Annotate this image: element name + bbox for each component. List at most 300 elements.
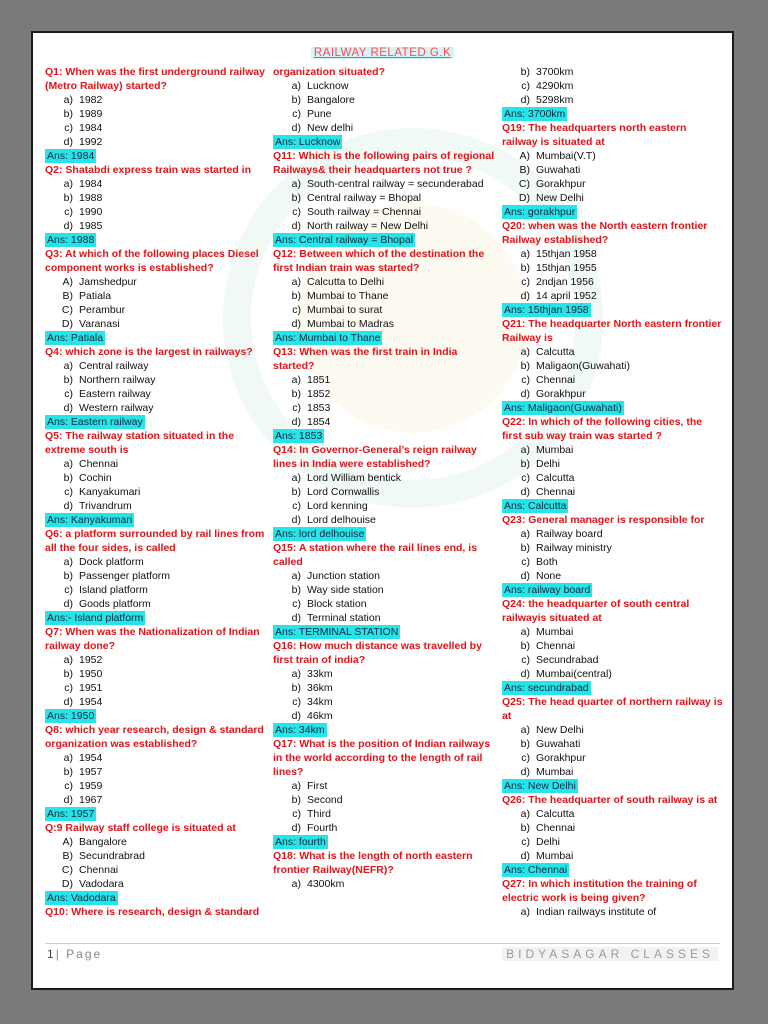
option-item: [45, 205, 267, 219]
option-item: [273, 205, 495, 219]
option-letter: a): [520, 808, 530, 820]
option-letter: b): [520, 66, 530, 78]
option-item: [273, 401, 495, 415]
option-item: [502, 387, 724, 401]
option-text: Chennai: [536, 640, 576, 652]
option-item: [45, 835, 267, 849]
option-item: [502, 457, 724, 471]
option-text: 1967: [79, 794, 103, 806]
option-item: [273, 667, 495, 681]
option-letter: b): [291, 388, 301, 400]
option-letter: b): [63, 192, 73, 204]
option-item: [273, 471, 495, 485]
option-text: 1988: [79, 192, 103, 204]
question-text: Q4: which zone is the largest in railways?: [45, 346, 253, 358]
option-text: 1957: [79, 766, 103, 778]
option-item: [502, 247, 724, 261]
option-letter: d): [291, 318, 301, 330]
option-text: Cochin: [79, 472, 112, 484]
option-text: 1984: [79, 122, 103, 134]
option-text: Passenger platform: [79, 570, 171, 582]
option-text: Mumbai(V.T): [536, 150, 596, 162]
option-text: Central railway: [79, 360, 149, 372]
option-letter: c): [292, 808, 301, 820]
option-letter: a): [63, 178, 73, 190]
option-item: [45, 401, 267, 415]
answer-highlight: Ans: 1950: [47, 710, 95, 722]
question-text: Q12: Between which of the destination the first Indian train was started?: [273, 248, 485, 274]
option-letter: b): [520, 822, 530, 834]
option-item: [273, 289, 495, 303]
option-text: Fourth: [307, 822, 338, 834]
option-text: Mumbai: [536, 850, 574, 862]
option-letter: d): [520, 766, 530, 778]
option-letter: d): [63, 136, 73, 148]
option-item: [502, 177, 724, 191]
option-letter: d): [63, 598, 73, 610]
question-text: Q27: In which institution the training of electric work is being given?: [502, 878, 697, 904]
page-title: RAILWAY RELATED G.K: [33, 46, 732, 60]
option-letter: b): [520, 360, 530, 372]
option-letter: b): [291, 794, 301, 806]
option-item: [273, 681, 495, 695]
option-text: 1853: [307, 402, 331, 414]
option-item: [45, 457, 267, 471]
option-letter: c): [292, 402, 301, 414]
question-text: organization situated?: [273, 66, 386, 78]
option-text: 1985: [79, 220, 103, 232]
option-letter: B): [62, 290, 73, 302]
option-item: [45, 499, 267, 513]
option-letter: b): [63, 472, 73, 484]
option-letter: d): [291, 220, 301, 232]
option-item: [502, 289, 724, 303]
option-item: [45, 793, 267, 807]
question-text: Q21: The headquarter North eastern frontier Railway is: [502, 318, 722, 344]
option-letter: b): [520, 262, 530, 274]
option-text: Indian railways institute of: [536, 906, 657, 918]
option-item: [45, 681, 267, 695]
option-letter: d): [520, 850, 530, 862]
question-text: Q23: General manager is responsible for: [502, 514, 705, 526]
option-item: [502, 471, 724, 485]
option-text: Lord delhouise: [307, 514, 376, 526]
option-text: Chennai: [536, 374, 576, 386]
option-letter: a): [291, 178, 301, 190]
option-letter: a): [520, 444, 530, 456]
option-text: Eastern railway: [79, 388, 151, 400]
option-item: [45, 569, 267, 583]
option-text: Kanyakumari: [79, 486, 141, 498]
option-item: [45, 765, 267, 779]
option-letter: c): [64, 780, 73, 792]
option-item: [45, 135, 267, 149]
answer-highlight: Ans: secundrabad: [504, 682, 589, 694]
option-item: [45, 373, 267, 387]
option-item: [273, 821, 495, 835]
option-text: Block station: [307, 598, 367, 610]
option-item: [45, 275, 267, 289]
option-text: 2ndjan 1956: [536, 276, 594, 288]
option-letter: c): [64, 206, 73, 218]
option-letter: c): [521, 752, 530, 764]
option-item: [502, 541, 724, 555]
option-text: None: [536, 570, 562, 582]
option-item: [502, 639, 724, 653]
option-letter: a): [520, 248, 530, 260]
option-letter: a): [520, 528, 530, 540]
option-text: 1954: [79, 696, 103, 708]
option-text: 1952: [79, 654, 103, 666]
option-item: [273, 499, 495, 513]
option-text: Second: [307, 794, 343, 806]
option-letter: d): [63, 500, 73, 512]
column-1: [45, 65, 267, 919]
option-item: [273, 793, 495, 807]
option-item: [273, 177, 495, 191]
option-item: [45, 219, 267, 233]
option-item: [45, 555, 267, 569]
option-letter: C): [61, 864, 73, 876]
question-text: Q6: a platform surrounded by rail lines from all the four sides, is called: [45, 528, 265, 554]
option-text: Calcutta: [536, 346, 575, 358]
option-letter: d): [291, 122, 301, 134]
option-letter: b): [520, 738, 530, 750]
option-text: Guwahati: [536, 738, 581, 750]
option-item: [502, 667, 724, 681]
option-text: 15thjan 1955: [536, 262, 597, 274]
option-text: 33km: [307, 668, 333, 680]
option-item: [502, 849, 724, 863]
answer-highlight: Ans: 34km: [275, 724, 325, 736]
option-item: [502, 149, 724, 163]
option-text: Railway board: [536, 528, 603, 540]
answer-highlight: Ans: lord delhouise: [275, 528, 365, 540]
question-text: Q17: What is the position of Indian railways in the world according to the length of rail lines?: [273, 738, 491, 778]
option-item: [273, 121, 495, 135]
option-item: [273, 695, 495, 709]
option-letter: D): [61, 878, 73, 890]
question-text: Q10: Where is research, design & standard: [45, 906, 260, 918]
option-item: [45, 751, 267, 765]
option-text: Calcutta to Delhi: [307, 276, 385, 288]
option-letter: d): [291, 416, 301, 428]
option-item: [45, 863, 267, 877]
option-text: Dock platform: [79, 556, 144, 568]
option-item: [45, 121, 267, 135]
option-item: [273, 107, 495, 121]
option-letter: a): [291, 472, 301, 484]
option-text: 1990: [79, 206, 103, 218]
option-item: [273, 317, 495, 331]
option-text: Northern railway: [79, 374, 156, 386]
option-text: Guwahati: [536, 164, 581, 176]
option-text: 15thjan 1958: [536, 248, 597, 260]
option-text: Mumbai to surat: [307, 304, 383, 316]
question-text: Q19: The headquarters north eastern railway is situated at: [502, 122, 687, 148]
option-text: Varanasi: [79, 318, 120, 330]
option-item: [502, 261, 724, 275]
option-item: [273, 779, 495, 793]
option-item: [45, 107, 267, 121]
answer-highlight: Ans: 1984: [47, 150, 95, 162]
option-letter: a): [63, 654, 73, 666]
option-text: North railway = New Delhi: [307, 220, 429, 232]
option-item: [502, 555, 724, 569]
option-text: Lucknow: [307, 80, 349, 92]
answer-highlight: Ans: fourth: [275, 836, 326, 848]
option-letter: d): [291, 514, 301, 526]
option-letter: d): [520, 570, 530, 582]
option-item: [273, 513, 495, 527]
option-text: Delhi: [536, 458, 560, 470]
option-item: [273, 275, 495, 289]
option-letter: A): [519, 150, 530, 162]
option-item: [502, 527, 724, 541]
answer-highlight: Ans: New Delhi: [504, 780, 576, 792]
option-letter: b): [291, 486, 301, 498]
option-item: [273, 807, 495, 821]
option-letter: A): [62, 836, 73, 848]
option-item: [273, 597, 495, 611]
option-text: Chennai: [536, 486, 576, 498]
option-letter: a): [291, 668, 301, 680]
option-text: Calcutta: [536, 808, 575, 820]
option-text: 1982: [79, 94, 103, 106]
option-letter: c): [292, 598, 301, 610]
option-text: Mumbai: [536, 766, 574, 778]
option-text: Island platform: [79, 584, 148, 596]
answer-highlight: Ans: gorakhpur: [504, 206, 576, 218]
option-text: Lord William bentick: [307, 472, 401, 484]
option-item: [45, 177, 267, 191]
option-item: [502, 275, 724, 289]
option-item: [273, 569, 495, 583]
option-item: [45, 317, 267, 331]
option-letter: c): [64, 682, 73, 694]
option-text: 1989: [79, 108, 103, 120]
option-text: Third: [307, 808, 331, 820]
option-text: Maligaon(Guwahati): [536, 360, 630, 372]
option-item: [45, 597, 267, 611]
option-text: Bangalore: [79, 836, 127, 848]
answer-highlight: Ans: Calcutta: [504, 500, 567, 512]
option-item: [502, 569, 724, 583]
option-item: [502, 737, 724, 751]
option-letter: a): [63, 556, 73, 568]
option-item: [502, 765, 724, 779]
footer-brand: BIDYASAGAR CLASSES: [502, 947, 718, 961]
option-item: [45, 359, 267, 373]
page-footer: [45, 943, 720, 964]
question-text: Q14: In Governor-General’s reign railway lines in India were established?: [273, 444, 477, 470]
option-text: 1852: [307, 388, 331, 400]
option-text: 1951: [79, 682, 103, 694]
option-letter: b): [63, 668, 73, 680]
option-item: [502, 93, 724, 107]
option-text: 36km: [307, 682, 333, 694]
option-text: Gorakhpur: [536, 388, 586, 400]
option-letter: c): [521, 556, 530, 568]
option-item: [45, 303, 267, 317]
option-letter: b): [63, 374, 73, 386]
option-item: [502, 905, 724, 919]
option-text: Secundrabad: [536, 654, 599, 666]
option-letter: b): [291, 192, 301, 204]
answer-highlight: Ans: Kanyakumari: [47, 514, 133, 526]
question-text: Q3: At which of the following places Diesel component works is established?: [45, 248, 259, 274]
answer-highlight: Ans: 1853: [275, 430, 323, 442]
option-letter: C): [61, 304, 73, 316]
option-text: Junction station: [307, 570, 380, 582]
option-item: [273, 373, 495, 387]
option-letter: c): [292, 500, 301, 512]
option-letter: a): [291, 570, 301, 582]
option-text: Gorakhpur: [536, 752, 586, 764]
option-item: [502, 625, 724, 639]
option-letter: c): [521, 472, 530, 484]
document-page: [31, 31, 734, 990]
option-text: Delhi: [536, 836, 560, 848]
option-text: First: [307, 780, 328, 792]
option-text: Chennai: [536, 822, 576, 834]
option-text: Both: [536, 556, 558, 568]
answer-highlight: Ans: Maligaon(Guwahati): [504, 402, 622, 414]
option-item: [273, 303, 495, 317]
option-item: [45, 191, 267, 205]
option-item: [502, 443, 724, 457]
option-text: Railway ministry: [536, 542, 612, 554]
option-letter: a): [520, 906, 530, 918]
option-item: [502, 723, 724, 737]
option-letter: a): [291, 80, 301, 92]
option-letter: b): [291, 290, 301, 302]
question-text: Q16: How much distance was travelled by first train of india?: [273, 640, 482, 666]
option-letter: c): [521, 276, 530, 288]
option-item: [273, 79, 495, 93]
option-letter: b): [63, 766, 73, 778]
question-text: Q24: the headquarter of south central railwayis situated at: [502, 598, 690, 624]
option-letter: d): [520, 94, 530, 106]
option-text: Bangalore: [307, 94, 355, 106]
option-item: [502, 835, 724, 849]
option-item: [45, 779, 267, 793]
option-letter: D): [518, 192, 530, 204]
option-letter: a): [63, 94, 73, 106]
option-text: Goods platform: [79, 598, 151, 610]
answer-highlight: Ans: 15thjan 1958: [504, 304, 589, 316]
question-text: Q1: When was the first underground railway (Metro Railway) started?: [45, 66, 265, 92]
option-item: [45, 653, 267, 667]
option-text: 4290km: [536, 80, 574, 92]
option-letter: b): [520, 640, 530, 652]
option-item: [502, 359, 724, 373]
option-letter: D): [61, 318, 73, 330]
option-letter: b): [291, 682, 301, 694]
option-text: Lord Cornwallis: [307, 486, 380, 498]
option-letter: c): [521, 836, 530, 848]
option-item: [502, 345, 724, 359]
option-letter: b): [291, 94, 301, 106]
option-letter: d): [63, 696, 73, 708]
question-text: Q2: Shatabdi express train was started in: [45, 164, 251, 176]
option-letter: b): [63, 108, 73, 120]
option-letter: a): [291, 374, 301, 386]
question-text: Q8: which year research, design & standard organization was established?: [45, 724, 264, 750]
option-letter: b): [63, 570, 73, 582]
option-item: [273, 485, 495, 499]
option-letter: c): [64, 486, 73, 498]
question-text: Q:9 Railway staff college is situated at: [45, 822, 236, 834]
answer-highlight: Ans: Lucknow: [275, 136, 341, 148]
option-text: 14 april 1952: [536, 290, 597, 302]
option-letter: d): [63, 794, 73, 806]
option-item: [273, 415, 495, 429]
option-text: 1992: [79, 136, 103, 148]
option-letter: a): [291, 780, 301, 792]
question-text: Q7: When was the Nationalization of Indian railway done?: [45, 626, 260, 652]
answer-highlight: Ans: railway board: [504, 584, 591, 596]
option-text: 1954: [79, 752, 103, 764]
option-text: 34km: [307, 696, 333, 708]
option-text: Lord kenning: [307, 500, 368, 512]
option-text: Terminal station: [307, 612, 381, 624]
option-text: New Delhi: [536, 192, 584, 204]
option-text: 3700km: [536, 66, 574, 78]
option-item: [273, 709, 495, 723]
answer-highlight: Ans: 1957: [47, 808, 95, 820]
option-text: Western railway: [79, 402, 154, 414]
option-letter: c): [64, 122, 73, 134]
answer-highlight: Ans: Eastern railway: [47, 416, 143, 428]
option-text: South railway = Chennai: [307, 206, 422, 218]
option-letter: a): [520, 724, 530, 736]
option-item: [273, 191, 495, 205]
option-text: 4300km: [307, 878, 345, 890]
option-letter: B): [62, 850, 73, 862]
option-text: 1984: [79, 178, 103, 190]
question-text: Q20: when was the North eastern frontier Railway established?: [502, 220, 708, 246]
option-letter: a): [63, 360, 73, 372]
answer-highlight: Ans: Central railway = Bhopal: [275, 234, 414, 246]
question-text: Q13: When was the first train in India started?: [273, 346, 458, 372]
option-letter: B): [519, 164, 530, 176]
option-text: Way side station: [307, 584, 384, 596]
option-letter: a): [63, 458, 73, 470]
option-item: [273, 611, 495, 625]
option-item: [502, 821, 724, 835]
option-text: New delhi: [307, 122, 354, 134]
option-text: Mumbai(central): [536, 668, 612, 680]
option-letter: C): [518, 178, 530, 190]
option-letter: d): [291, 612, 301, 624]
question-text: Q11: Which is the following pairs of regional Railways& their headquarters not true ?: [273, 150, 495, 176]
option-letter: c): [521, 654, 530, 666]
question-text: Q5: The railway station situated in the extreme south is: [45, 430, 235, 456]
option-letter: a): [291, 276, 301, 288]
option-item: [45, 583, 267, 597]
option-letter: d): [520, 486, 530, 498]
option-letter: d): [291, 822, 301, 834]
option-item: [502, 485, 724, 499]
option-text: Pune: [307, 108, 332, 120]
option-text: 46km: [307, 710, 333, 722]
question-text: Q15: A station where the rail lines end, is called: [273, 542, 478, 568]
option-letter: d): [520, 290, 530, 302]
option-letter: a): [520, 626, 530, 638]
option-letter: c): [521, 80, 530, 92]
option-text: Secundrabrad: [79, 850, 145, 862]
